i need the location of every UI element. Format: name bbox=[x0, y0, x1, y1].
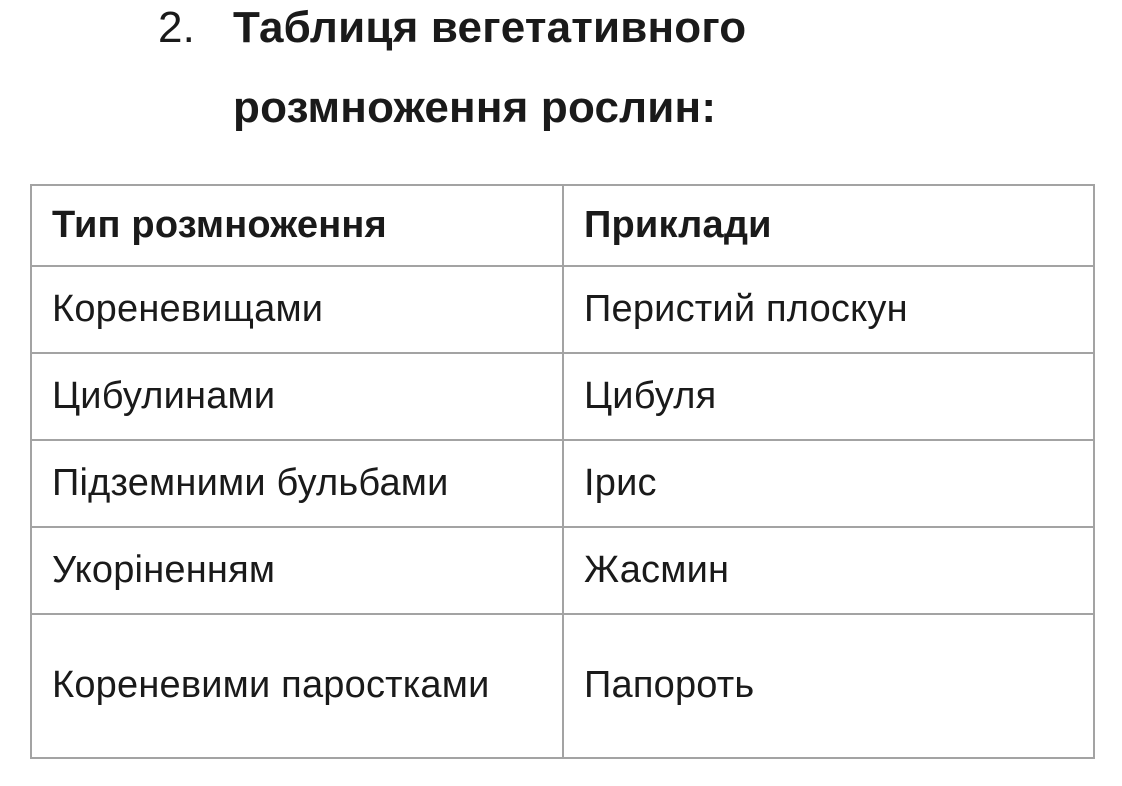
cell-reproduction-type: Підземними бульбами bbox=[31, 440, 563, 527]
vegetative-reproduction-table bbox=[30, 184, 1095, 759]
cell-example: Ірис bbox=[563, 440, 1094, 527]
section-heading bbox=[158, 0, 1122, 148]
cell-example: Жасмин bbox=[563, 527, 1094, 614]
column-header-type: Тип розмноження bbox=[31, 185, 563, 266]
cell-example: Папороть bbox=[563, 614, 1094, 758]
table-row bbox=[31, 353, 1094, 440]
table-row bbox=[31, 527, 1094, 614]
cell-example: Перистий плоскун bbox=[563, 266, 1094, 353]
section-number: 2. bbox=[158, 3, 196, 52]
table-header-row bbox=[31, 185, 1094, 266]
cell-reproduction-type: Цибулинами bbox=[31, 353, 563, 440]
column-header-examples: Приклади bbox=[563, 185, 1094, 266]
cell-reproduction-type: Кореневими паростками bbox=[31, 614, 563, 758]
cell-reproduction-type: Кореневищами bbox=[31, 266, 563, 353]
table-row bbox=[31, 440, 1094, 527]
table-row bbox=[31, 614, 1094, 758]
page-title: Таблиця вегетативного розмноження рослин: bbox=[233, 3, 747, 132]
table-row bbox=[31, 266, 1094, 353]
cell-reproduction-type: Укоріненням bbox=[31, 527, 563, 614]
cell-example: Цибуля bbox=[563, 353, 1094, 440]
